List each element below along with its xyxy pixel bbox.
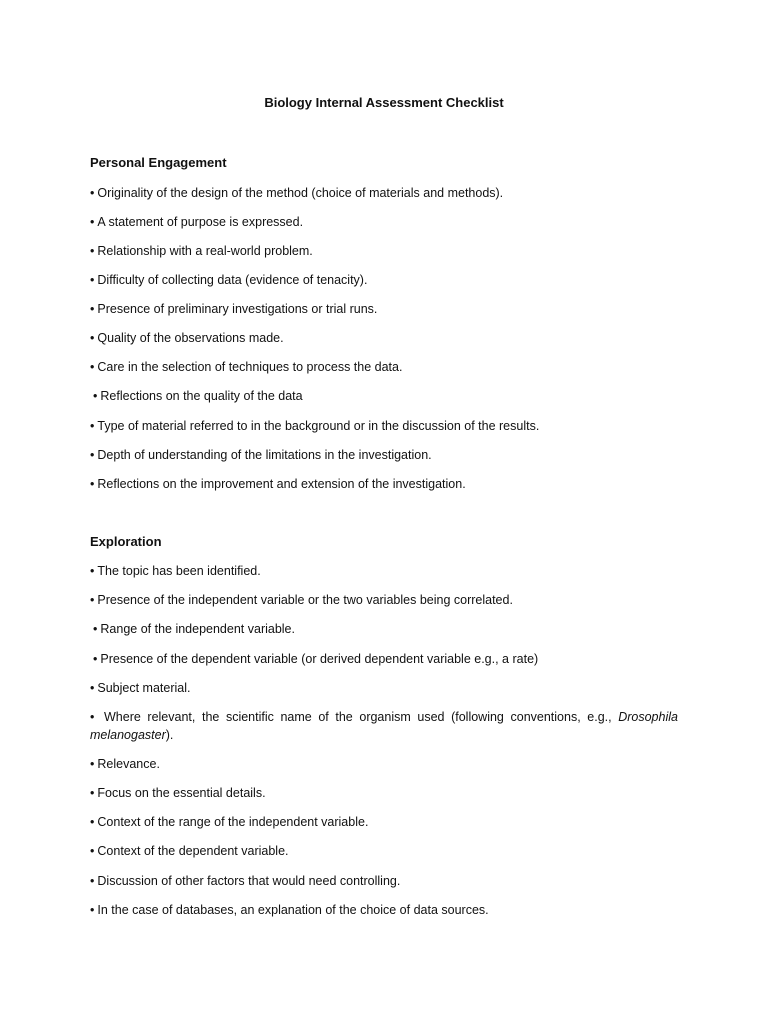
checklist-item-text: The topic has been identified. <box>97 564 261 578</box>
checklist-item-line-1 <box>90 708 678 726</box>
checklist-item-text: Range of the independent variable. <box>100 622 295 636</box>
bullet: • <box>90 331 95 345</box>
bullet: • <box>90 786 95 800</box>
checklist-item-text: Difficulty of collecting data (evidence of tenacity). <box>97 273 368 287</box>
organism-genus: Drosophila <box>618 710 678 724</box>
checklist-item-text: Relevance. <box>97 757 160 771</box>
checklist-item-text: Type of material referred to in the background or in the discussion of the results. <box>97 419 540 433</box>
checklist-item-text: Focus on the essential details. <box>97 786 266 800</box>
bullet: • <box>90 903 95 917</box>
bullet: • <box>90 593 95 607</box>
checklist-item-text: Depth of understanding of the limitations in the investigation. <box>97 448 432 462</box>
checklist-item-text: Presence of the independent variable or the two variables being correlated. <box>97 593 513 607</box>
checklist-item-line-2 <box>90 728 173 742</box>
checklist-item <box>90 300 678 318</box>
checklist-item <box>90 475 678 493</box>
checklist-item-text: Where relevant, the scientific name of the organism used (following conventions, e.g., <box>104 710 612 724</box>
document-title: Biology Internal Assessment Checklist <box>264 95 504 110</box>
checklist-item-text: Originality of the design of the method (choice of materials and methods). <box>97 186 504 200</box>
checklist-item-text: Subject material. <box>97 681 191 695</box>
checklist-item <box>90 842 678 860</box>
checklist-item <box>90 184 678 202</box>
bullet: • <box>90 186 95 200</box>
checklist-item-text: A statement of purpose is expressed. <box>97 215 304 229</box>
bullet: • <box>90 564 95 578</box>
bullet: • <box>90 477 95 491</box>
bullet: • <box>90 360 95 374</box>
checklist-item-text: Care in the selection of techniques to process the data. <box>97 360 403 374</box>
bullet: • <box>90 874 95 888</box>
bullet: • <box>90 448 95 462</box>
checklist-item <box>90 242 678 260</box>
bullet: • <box>90 302 95 316</box>
checklist-item-tail: ). <box>165 728 174 742</box>
checklist-item <box>90 329 678 347</box>
checklist-item-text: Reflections on the improvement and extension of the investigation. <box>97 477 466 491</box>
checklist-item-text: Discussion of other factors that would need controlling. <box>97 874 401 888</box>
checklist-item <box>90 755 678 773</box>
bullet: • <box>90 681 95 695</box>
checklist-item-text: Context of the dependent variable. <box>97 844 289 858</box>
checklist-item <box>90 813 678 831</box>
checklist-item <box>93 620 681 638</box>
checklist-item <box>90 446 678 464</box>
bullet: • <box>90 757 95 771</box>
checklist-item <box>93 650 681 668</box>
checklist-item <box>90 872 678 890</box>
bullet: • <box>93 389 98 403</box>
checklist-item <box>90 213 678 231</box>
bullet: • <box>90 844 95 858</box>
bullet: • <box>93 652 98 666</box>
bullet: • <box>90 244 95 258</box>
section-heading-exploration: Exploration <box>90 534 162 549</box>
bullet: • <box>90 710 95 724</box>
bullet: • <box>90 815 95 829</box>
checklist-item-text: Reflections on the quality of the data <box>100 389 303 403</box>
checklist-item-text: Presence of preliminary investigations or trial runs. <box>97 302 378 316</box>
checklist-item-text: In the case of databases, an explanation of the choice of data sources. <box>97 903 489 917</box>
organism-species: melanogaster <box>90 728 166 742</box>
checklist-item <box>90 358 678 376</box>
checklist-item <box>90 271 678 289</box>
checklist-item-text: Presence of the dependent variable (or derived dependent variable e.g., a rate) <box>100 652 539 666</box>
bullet: • <box>93 622 98 636</box>
bullet: • <box>90 273 95 287</box>
section-heading-personal-engagement: Personal Engagement <box>90 155 227 170</box>
checklist-item <box>90 784 678 802</box>
checklist-item-text: Relationship with a real-world problem. <box>97 244 313 258</box>
checklist-item-text: Context of the range of the independent variable. <box>97 815 369 829</box>
checklist-item <box>90 591 678 609</box>
checklist-item <box>90 679 678 697</box>
checklist-item <box>90 901 678 919</box>
checklist-item-scientific-name <box>90 708 678 744</box>
checklist-item <box>93 387 681 405</box>
checklist-item <box>90 562 678 580</box>
checklist-item <box>90 417 678 435</box>
checklist-item-text: Quality of the observations made. <box>97 331 284 345</box>
bullet: • <box>90 419 95 433</box>
bullet: • <box>90 215 95 229</box>
